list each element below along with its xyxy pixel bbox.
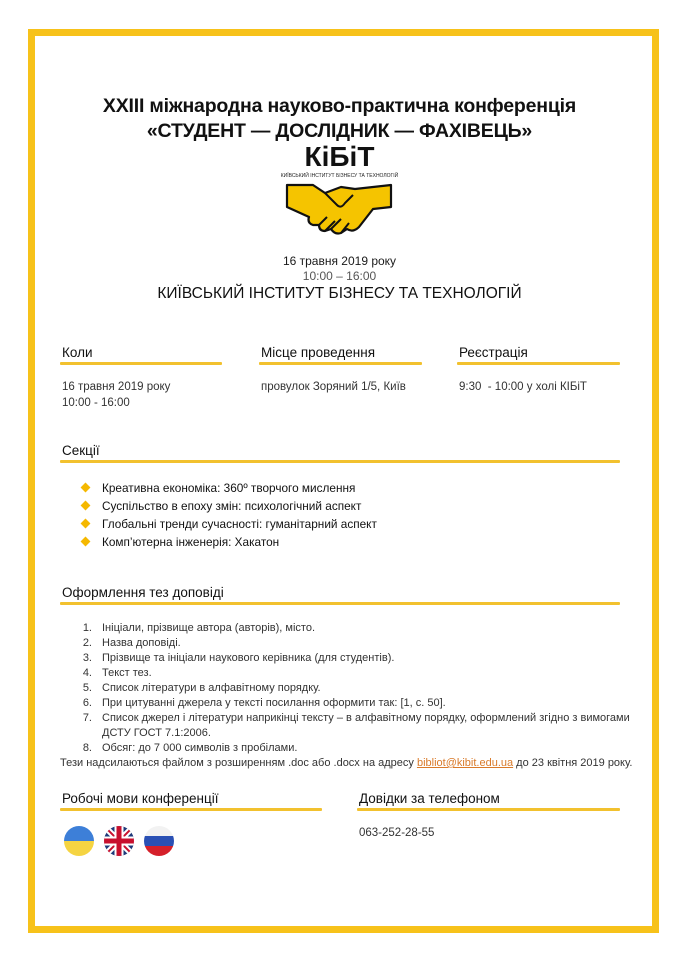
ukraine-flag-icon <box>64 826 94 856</box>
when-underline <box>60 362 222 365</box>
email-link[interactable]: bibliot@kibit.edu.ua <box>416 757 514 769</box>
registration-heading: Реєстрація <box>459 345 528 360</box>
phone-heading: Довідки за телефоном <box>359 791 500 806</box>
submission-note: Тези надсилаються файлом з розширенням .doc або .docx на адресу bibliot@kibit.edu.ua до 23 квітня 2019 року. <box>60 757 633 769</box>
handshake-icon <box>283 181 395 239</box>
conference-subtitle: «СТУДЕНТ — ДОСЛІДНИК — ФАХІВЕЦЬ» <box>146 120 533 142</box>
logo-subtitle: КИЇВСЬКИЙ ІНСТИТУТ БІЗНЕСУ ТА ТЕХНОЛОГІЙ <box>280 173 399 179</box>
conference-title: XXIII міжнародна науково-практична конференція <box>102 95 577 117</box>
sections-heading: Секції <box>62 443 100 458</box>
when-date: 16 травня 2019 року <box>62 381 171 393</box>
when-heading: Коли <box>62 345 93 360</box>
venue-underline <box>259 362 422 365</box>
venue-address: провулок Зоряний 1/5, Київ <box>261 381 406 393</box>
registration-time: 9:30 - 10:00 у холі КІБіТ <box>459 381 587 393</box>
event-date: 16 травня 2019 року <box>282 254 397 268</box>
phone-number: 063-252-28-55 <box>359 827 435 839</box>
theses-underline <box>60 602 620 605</box>
languages-heading: Робочі мови конференції <box>62 791 219 806</box>
registration-underline <box>457 362 620 365</box>
russia-flag-icon <box>144 826 174 856</box>
sections-underline <box>60 460 620 463</box>
kibit-logo <box>283 181 395 239</box>
event-time: 10:00 – 16:00 <box>302 269 377 283</box>
logo-wordmark: КіБіТ <box>304 141 375 172</box>
phone-underline <box>357 808 620 811</box>
uk-flag-icon <box>104 826 134 856</box>
institution-name: КИЇВСЬКИЙ ІНСТИТУТ БІЗНЕСУ ТА ТЕХНОЛОГІЙ <box>157 285 522 302</box>
theses-heading: Оформлення тез доповіді <box>62 585 224 600</box>
when-time: 10:00 - 16:00 <box>62 397 130 409</box>
venue-heading: Місце проведення <box>261 345 375 360</box>
languages-underline <box>60 808 322 811</box>
